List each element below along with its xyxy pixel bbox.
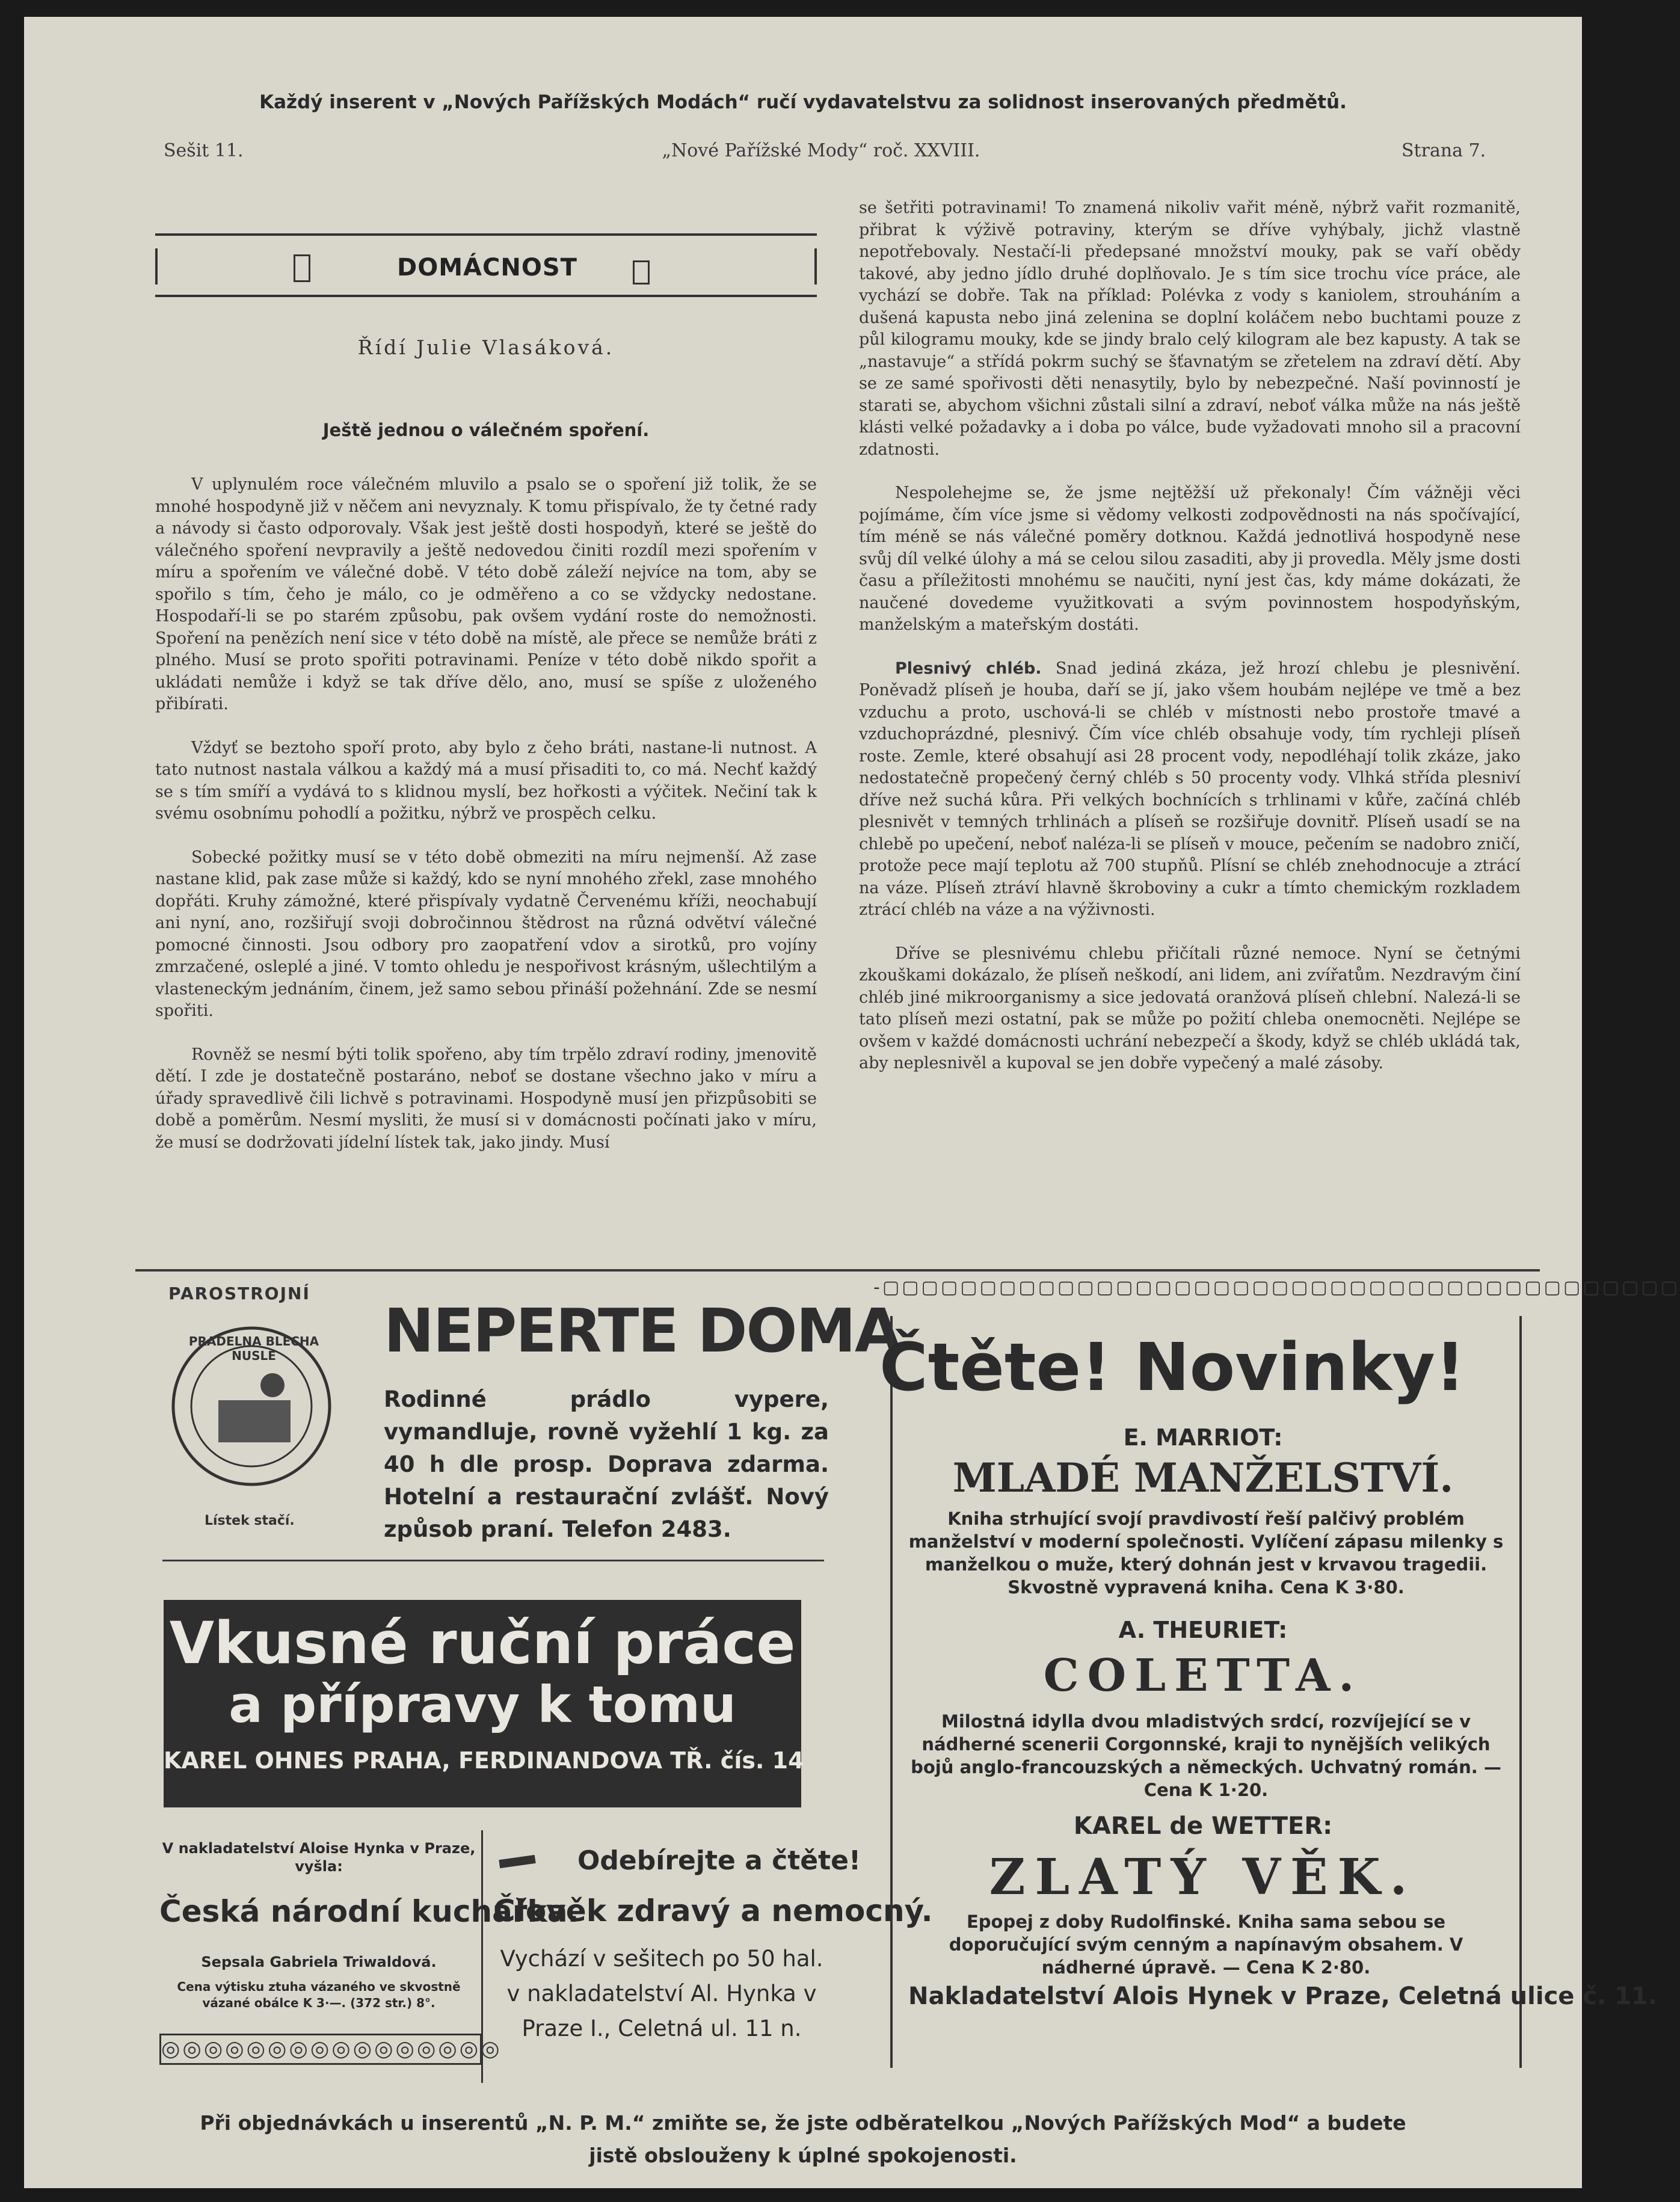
cookbook-author: Sepsala Gabriela Triwaldová.: [201, 1954, 437, 1970]
book3-desc: Epopej z doby Rudolfinské. Kniha sama sebou se doporučující svým cenným a napínavým obsahem. V nádherné úpravě. — Cena K 2·80.: [949, 1911, 1463, 1978]
ads-divider: [135, 1269, 1540, 1272]
novels-ornament-top: -▢▢▢▢▢▢▢▢▢▢▢▢▢▢▢▢▢▢▢▢▢▢▢▢▢▢▢▢▢▢▢▢▢▢▢▢▢▢▢▢▢: [873, 1277, 1680, 1298]
book2-desc: Milostná idylla dvou mladistvých srdcí, rozvíjející se v nádherné scenerii Corgonnské, kraji to nynějších velikých bojů anglo-francouzských a německých. Uchvatný román. — Cena K 1·20.: [911, 1711, 1501, 1800]
book3-title: ZLATÝ VĚK.: [989, 1848, 1417, 1906]
section-rule-top: [155, 233, 817, 236]
laundry-logo-text: PRADELNA BLECHA NUSLE: [188, 1334, 319, 1363]
handwork-line3: KAREL OHNES PRAHA, FERDINANDOVA TŘ. čís. 14: [164, 1747, 804, 1774]
health-title: Člověk zdravý a nemocný.: [493, 1893, 933, 1928]
journal-name: „Nové Pařížské Mody“ roč. XXVIII.: [662, 140, 980, 161]
laundry-headline: NEPERTE DOMA: [384, 1296, 900, 1366]
article-title: Ještě jednou o válečném spoření.: [322, 420, 650, 440]
paragraph: Rovněž se nesmí býti tolik spořeno, aby tím trpělo zdraví rodiny, jmenovitě dětí. I zde je dostatečně postaráno, neboť se dostane všechno jako v míru a úřady spravedlivě čili lichvě s potravinami. Hospodyně musí jen přizpůsobiti se době a poměrům. Nesmí mysliti, že musí si v domácnosti počínati jako v míru, že musí se dodržovati jídelní lístek tak, jako jindy. Musí: [155, 1045, 817, 1152]
handwork-line1: Vkusné ruční práce: [169, 1610, 796, 1677]
laundry-body: Rodinné prádlo vypere, vymandluje, rovně vyžehlí 1 kg. za 40 h dle prosp. Doprava zdarma. Hotelní a restaurační zvlášť. Nový způsob praní. Telefon 2483.: [384, 1386, 829, 1542]
novels-border-left: [890, 1316, 908, 2068]
pointing-hand-icon: [499, 1855, 535, 1868]
novels-headline: Čtěte! Novinky!: [879, 1329, 1465, 1406]
laundry-rule: [162, 1560, 824, 1561]
page-number: Strana 7.: [1402, 140, 1486, 161]
book1-title: MLADÉ MANŽELSTVÍ.: [952, 1454, 1454, 1501]
paragraph: Vždyť se beztoho spoří proto, aby bylo z čeho bráti, nastane-li nutnost. A tato nutnost nastala válkou a každý má a musí přisaditi to, co má. Nechť každý se s tím smíří a vydává to s klidnou myslí, bez hořkosti a výčitek. Nečiní tak k svému osobnímu pohodlí a požitku, nýbrž ve prospěch celku.: [155, 738, 817, 823]
paragraph: Dříve se plesnivému chlebu přičítali různé nemoce. Nyní se četnými zkouškami dokázalo, že plíseň neškodí, ani lidem, ani zvířatům. Nezdravým činí chléb jiné mikroorganismy a sice jedovatá oranžová plíseň chlební. Nalezá-li se tato plíseň mezi ostatní, pak se může po požití chleba onemocněti. Nejlépe se ovšem v každé domácnosti uchrání nebezpečí a škody, když se chléb ukládá tak, aby neplesnivěl a kupoval se jen dobře vypečený a malé zásoby.: [859, 944, 1521, 1072]
washtub-icon: [218, 1400, 291, 1442]
cookbook-ornament-border: ◎◎◎◎◎◎◎◎◎◎◎◎◎◎◎◎: [159, 2034, 482, 2065]
paragraph: V uplynulém roce válečném mluvilo a psalo se o spoření již tolik, že se mnohé hospodyně již v něčem ani nevyznaly. K tomu přispívalo, že ty četné rady a návody si často odporovaly. Však jest ještě dosti hospodyň, které se ještě do válečného spoření nevpravily a ještě nedovedou činiti rozdíl mezi spořením v míru a spořením ve válečné době. V této době záleží nejvíce na tom, aby se spořilo s tím, čeho je málo, co je odměřeno a co se vždycky nedostane. Hospodaří-li se po starém způsobu, pak ovšem vydání roste do nemožnosti. Spoření na penězích není sice v této době na místě, ale přece se nemůže bráti z plného. Musí se proto spořiti potravinami. Peníze v této době nikdo spořit a ukládati nemůže i když se tak dříve dělo, ano, musí se spíše z uloženého přibírati.: [155, 475, 817, 713]
health-body: Vychází v sešitech po 50 hal. v nakladatelství Al. Hynka v Praze I., Celetná ul. 11 n.: [500, 1946, 823, 2041]
issue-number: Sešit 11.: [164, 140, 244, 161]
paragraph: Nespolehejme se, že jsme nejtěžší už překonaly! Čím vážněji věci pojímáme, čím více jsme si vědomy velkosti zodpovědnosti na nás spočívající, tím méně se nás válečné poměry dotknou. Každá jednotlivá hospodyně nese svůj díl velké úlohy a má se celou silou zasaditi, aby ji provedla. Měly jsme dosti času a příležitosti mnohému se naučiti, nyní jest čas, kdy máme dokázati, že naučené dovedeme využitkovati a svým povinnostem hospodyňským, manželským a mateřským dostáti.: [859, 484, 1521, 634]
footer-notice: Při objednávkách u inserentů „N. P. M.“ zmiňte se, že jste odběratelkou „Nových Pařížských Mod“ a budete jistě obslouženy k úplné spokojenosti.: [200, 2111, 1406, 2167]
book2-author: A. THEURIET:: [1118, 1617, 1288, 1643]
cookbook-intro: V nakladatelství Aloise Hynka v Praze, vyšla:: [162, 1840, 476, 1875]
bread-text: Snad jediná zkáza, jež hrozí chlebu je plesnivění. Poněvadž plíseň je houba, daří se jí, jako všem houbám nejlépe ve tmě a bez vzduchu a proto, uschová-li se chléb v místnosti nebo prostoře tmavé a vzduchoprázdné, plesnivý. Čím více chléb obsahuje vody, tím rychleji plíseň roste. Zemle, které obsahují asi 28 procent vody, nepodléhají tolik zkáze, jako nedostatečně propečený černý chléb s 50 procenty vody. Vlhká střída plesniví dříve než suchá kůra. Při velkých bochnících s trhlinami v kůře, začíná chléb plesnivět v temných trhlinách a plíseň se rozšiřuje dovnitř. Plíseň usadí se na chlebě po upečení, neboť naléza-li se plíseň v mouce, pečením se nadobro zničí, protože pece mají teplotu až 700 stupňů. Plísní se chléb znehodnocuje a ztrácí na váze. Plíseň ztráví hlavně škroboviny a cukr a tímto chemickým rozkladem ztrácí chléb na váze a na výživnosti.: [859, 659, 1521, 919]
section-bar-right: [814, 248, 817, 284]
cookbook-title: Česká národní kuchařka.: [159, 1894, 579, 1929]
paragraph: Sobecké požitky musí se v této době obmeziti na míru nejmenší. Až zase nastane klid, pak zase může si každý, kdo se nyní mnohého zřekl, zase mnohého dopřáti. Kruhy zámožné, které přispívaly vydatně Červenému kříži, neochabují ani nyní, ano, rozšiřují svoji dobročinnou štědrost na různá odvětví válečné pomocné činnosti. Jsou odbory pro zaopatření vdov a sirotků, pro vojíny zmrzačené, osleplé a jiné. V tomto ohledu je nespořivost krásným, ušlechtilým a vlasteneckým jednáním, činem, jež samo sebou přináší požehnání. Zde se nesmí spořiti.: [155, 847, 817, 1020]
section-editor: Řídí Julie Vlasáková.: [357, 336, 615, 359]
cookbook-price: Cena výtisku ztuha vázaného ve skvostně vázané obálce K 3·—. (372 str.) 8°.: [177, 1979, 461, 2010]
section-bar-left: [155, 248, 158, 284]
book3-author: KAREL de WETTER:: [1073, 1812, 1333, 1840]
ornament-square-right: [633, 260, 650, 284]
ornament-square-left: [294, 254, 310, 282]
book1-author: E. MARRIOT:: [1123, 1424, 1283, 1451]
bread-title: Plesnivý chléb.: [895, 659, 1042, 678]
novels-border-right: [1504, 1316, 1522, 2068]
section-rule-bottom: [155, 295, 817, 297]
right-column: [859, 197, 1521, 1096]
figure-icon: [260, 1373, 285, 1397]
section-title: DOMÁCNOST: [397, 254, 577, 281]
handwork-line2: a přípravy k tomu: [229, 1675, 736, 1734]
book2-title: COLETTA.: [1043, 1650, 1363, 1702]
paragraph: se šetřiti potravinami! To znamená nikoliv vařit méně, nýbrž vařit rozmanitě, přibrat k výživě potraviny, kterým se dříve vyhýbaly, jichž vlastně nepotřebovaly. Nestačí-li předepsané množství mouky, pak se vaří obědy takové, aby jedno jídlo druhé doplňovalo. Je s tím sice trochu více práce, ale vychází se dobře. Tak na příklad: Polévka z vody s kaniolem, strouháním a dušená kapusta nebo jiná zelenina se doplní koláčem nebo buchtami pouze z půl kilogramu mouky, kde se jindy bralo celý kilogram ale bez kapusty. A tak se „nastavuje“ a střídá pokrm suchý se šťavnatým se zřetelem na zdraví dětí. Aby se ze samé spořivosti děti nenasytily, bylo by nebezpečné. Naší povinností je starati se, abychom všichni zůstali silní a zdraví, neboť válka může na nás ještě klásti velké požadavky a i doba po válce, bude vyžadovati mnoho sil a pracovní zdatnosti.: [859, 198, 1521, 459]
header-notice: Každý inserent v „Nových Pařížských Modách“ ručí vydavatelstvu za solidnost inserovaných předmětů.: [259, 91, 1347, 113]
page: [24, 17, 1680, 2188]
bread-paragraph: [859, 658, 1521, 921]
laundry-logo-caption: Lístek stačí.: [205, 1513, 295, 1528]
laundry-label: PAROSTROJNÍ: [168, 1284, 310, 1303]
health-lead: Odebírejte a čtěte!: [577, 1845, 861, 1876]
novels-publisher: Nakladatelství Alois Hynek v Praze, Celetná ulice č. 11.: [908, 1982, 1658, 2010]
book1-desc: Kniha strhující svojí pravdivostí řeší palčivý problém manželství v moderní společnosti. Vylíčení zápasu milenky s manželkou o muže, který dohnán jest v krvavou tragedii. Skvostně vypravená kniha. Cena K 3·80.: [908, 1508, 1504, 1598]
left-column: [155, 474, 817, 1175]
handwork-ad: [164, 1600, 804, 1807]
